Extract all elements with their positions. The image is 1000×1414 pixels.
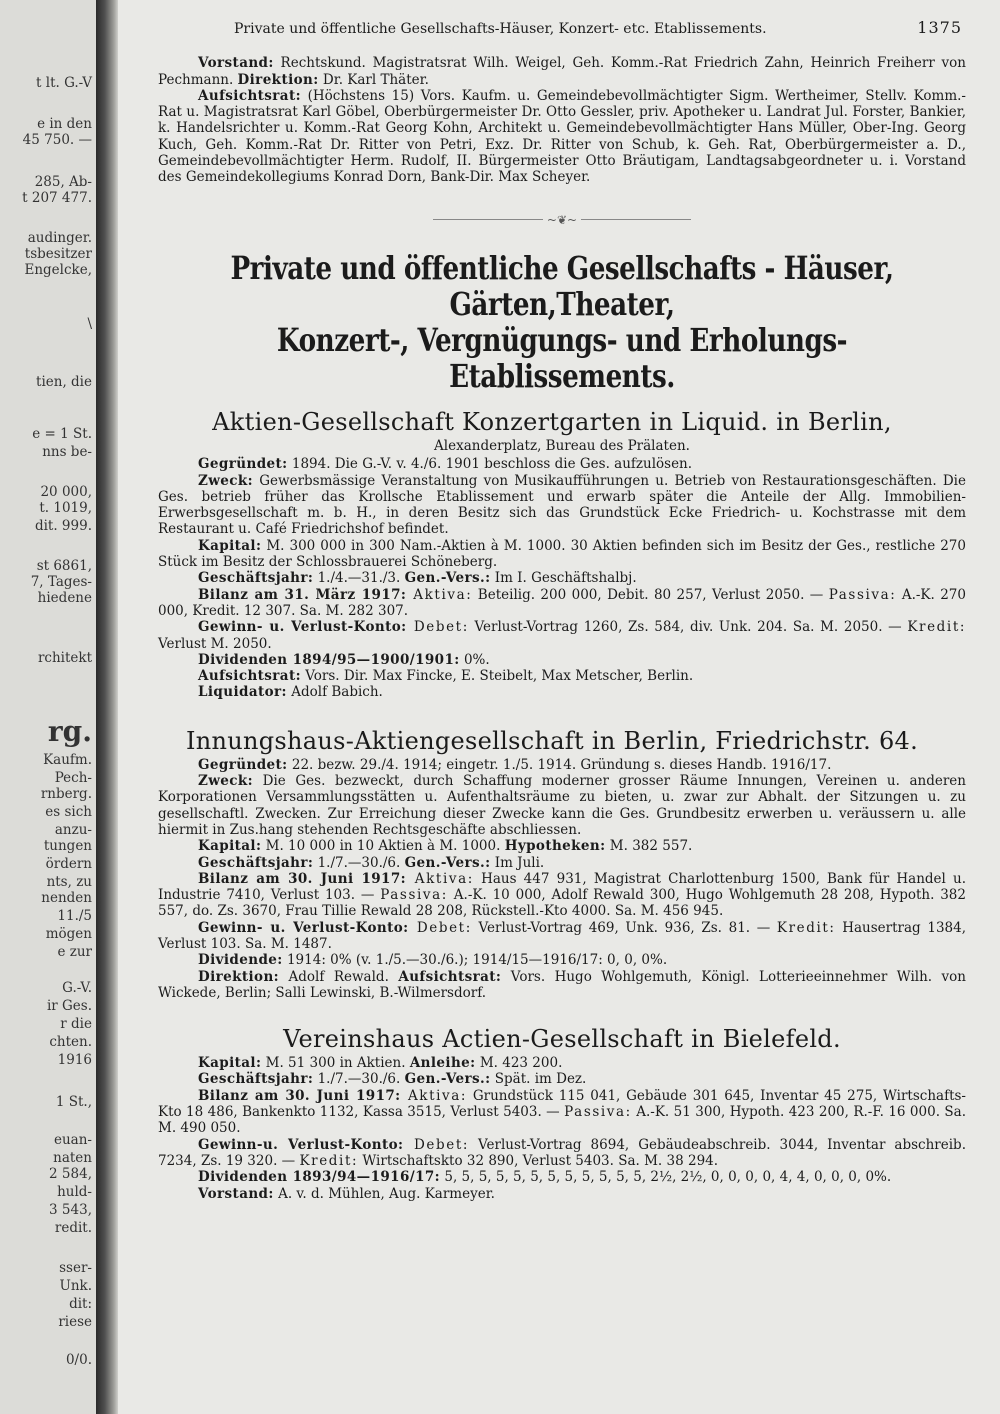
dividenden-text: 0%.	[459, 651, 490, 668]
bilanz-label: Bilanz am 31. März 1917:	[198, 586, 407, 603]
kapital-label: Kapital:	[198, 1055, 262, 1072]
left-fragment-line: audinger.	[27, 230, 92, 246]
zweck-label: Zweck:	[198, 472, 254, 489]
kredit-label: Kredit:	[299, 1152, 359, 1169]
left-fragment-line: hiedene	[37, 590, 92, 606]
kredit-label: Kredit:	[907, 619, 966, 636]
geschaeftsjahr-text: 1./7.—30./6.	[313, 854, 405, 871]
left-fragment-line: tsbesitzer	[24, 246, 92, 262]
left-fragment-line: 45 750. —	[22, 132, 92, 148]
dividende-paragraph	[158, 952, 966, 968]
debet-text: Verlust-Vortrag 469, Unk. 936, Zs. 81. —	[471, 919, 777, 936]
left-fragment-line: anzu-	[54, 822, 92, 838]
left-fragment-line: redit.	[54, 1220, 92, 1236]
gegruendet-label: Gegründet:	[198, 456, 288, 473]
section-title	[182, 250, 943, 394]
aufsichtsrat-label: Aufsichtsrat:	[198, 87, 301, 104]
vorstand-label: Vorstand:	[198, 1185, 274, 1202]
left-fragment-line: es sich	[45, 804, 92, 820]
vorstand-paragraph	[158, 55, 966, 88]
direktion-paragraph	[158, 969, 966, 1002]
direktion-label: Direktion:	[198, 968, 280, 985]
guv-paragraph	[158, 920, 966, 953]
continuation-block	[158, 55, 966, 185]
zweck-paragraph	[158, 473, 966, 538]
zweck-label: Zweck:	[198, 773, 254, 790]
left-fragment-line: tungen	[43, 838, 92, 854]
aufsichtsrat-paragraph	[158, 88, 966, 186]
left-fragment-line: G.-V.	[62, 980, 92, 996]
passiva-label: Passiva:	[828, 586, 897, 603]
gegruendet-label: Gegründet:	[198, 756, 288, 773]
geschaeftsjahr-paragraph	[158, 855, 966, 871]
gen-vers-label: Gen.-Vers.:	[404, 570, 491, 587]
zweck-text: Die Ges. bezweckt, durch Schaffung moderner grosser Räume Innungen, Vereinen u. anderen Korporationen Versammlungsstätten u. Aufenthaltsräume zu bieten, u. zwar zur Abhalt. der Sitzungen u. zu gesellschaftl. Zwecken. Zur Erreichung dieser Zwecke kann die Ges. Grundbesitz erwerben u. veräussern u. alle hiermit in Zus.hang stehenden Rechtsgeschäfte abschliessen.	[158, 773, 966, 838]
left-fragment-line: e = 1 St.	[32, 426, 92, 442]
left-fragment-line: euan-	[54, 1132, 92, 1148]
section-title-line-1: Private und öffentliche Gesellschafts - Häuser, Gärten,Theater,	[230, 248, 894, 323]
dividenden-paragraph	[158, 1169, 966, 1185]
gen-vers-text: Spät. im Dez.	[490, 1071, 587, 1088]
aufsichtsrat-text: (Höchstens 15) Vors. Kaufm. u. Gemeindebevollmächtigter Sigm. Wertheimer, Stellv. Komm.-Rat u. Magistratsrat Karl Göbel, Oberbürgermeister Dr. Otto Gessler, priv. Apotheker u. Landrat Jul. Forster, Bankier, k. Handelsrichter u. Komm.-Rat Georg Kohn, Architekt u. Gemeindebevollmächtigter Hans Müller, Ober-Ing. Georg Kuch, Geh. Komm.-Rat Dr. Ritter von Petri, Exz. Dr. Ritter von Schub, k. Geh. Rat, Oberbürgermeister a. D., Gemeindebevollmächtigter Herm. Rudolf, II. Bürgermeister Otto Bräutigam, Landtagsabgeordneter u. i. Vorstand des Gemeindekollegiums Konrad Dorn, Bank-Dir. Max Scheyer.	[158, 87, 966, 186]
dividenden-label: Dividenden 1894/95—1900/1901:	[198, 651, 460, 668]
passiva-label: Passiva:	[564, 1104, 632, 1121]
left-fragment-line: tien, die	[36, 374, 92, 390]
left-fragment-line: mögen	[45, 926, 92, 942]
zweck-text: Gewerbsmässige Veranstaltung von Musikaufführungen u. Betrieb von Restaurationsgeschäften. Die Ges. betrieb früher das Krollsche Etablissement und erwarb später die Anteile der Allg. Immobilien-Erwerbsgesellschaft m. b. H., in deren Besitz sich das Grundstück Ecke Friedrich- u. Kochstrasse mit dem Restaurant u. Café Friedrichshof befindet.	[158, 472, 966, 538]
kredit-text: Hausertrag 1384, Verlust 103. Sa. M. 1487.	[158, 919, 966, 952]
aktiva-text: Beteilig. 200 000, Debit. 80 257, Verlust 2050. —	[472, 586, 829, 603]
entry-title: Innungshaus-Aktiengesellschaft in Berlin, Friedrichstr. 64.	[185, 726, 919, 755]
left-fragment-line: Pech-	[54, 770, 92, 786]
left-fragment-line: nns be-	[42, 444, 92, 460]
left-fragment-line: ir Ges.	[46, 998, 92, 1014]
left-fragment-line: dit. 999.	[34, 518, 92, 534]
left-fragment-line: Engelcke,	[24, 262, 92, 278]
aufsichtsrat-label: Aufsichtsrat:	[198, 668, 301, 685]
vorstand-label: Vorstand:	[198, 55, 274, 72]
entry-vereinshaus	[158, 1025, 966, 1202]
geschaeftsjahr-paragraph	[158, 1071, 966, 1087]
entry-subtitle: Alexanderplatz, Bureau des Prälaten.	[434, 437, 690, 454]
kapital-paragraph	[158, 1055, 966, 1071]
debet-text: Verlust-Vortrag 1260, Zs. 584, div. Unk. 204. Sa. M. 2050. —	[468, 619, 908, 636]
left-fragment-line: 2 584,	[49, 1166, 92, 1182]
left-fragment-line: e in den	[37, 116, 92, 132]
aktiva-label: Aktiva:	[406, 586, 473, 603]
geschaeftsjahr-text: 1./7.—30./6.	[313, 1071, 405, 1088]
ornament-glyph: ~❦~	[546, 212, 578, 227]
aufsichtsrat-label: Aufsichtsrat:	[398, 968, 502, 985]
hypotheken-label: Hypotheken:	[504, 838, 606, 855]
vorstand-paragraph	[158, 1186, 966, 1202]
dividenden-label: Dividenden 1893/94—1916/17:	[198, 1169, 441, 1186]
debet-label: Debet:	[408, 919, 472, 936]
left-fragment-line: 20 000,	[40, 484, 92, 500]
gen-vers-label: Gen.-Vers.:	[404, 1071, 491, 1088]
left-fragment-line: huld-	[57, 1184, 92, 1200]
passiva-text: A.-K. 51 300, Hypoth. 423 200, R.-F. 16 000. Sa. M. 490 050.	[158, 1104, 966, 1137]
kapital-text: M. 300 000 in 300 Nam.-Aktien à M. 1000. 30 Aktien befinden sich im Besitz der Ges., restliche 270 Stück im Besitz der Schlossbrauerei Schöneberg.	[158, 537, 966, 571]
bilanz-label: Bilanz am 30. Juni 1917:	[198, 870, 407, 887]
left-fragment-line: 3 543,	[49, 1202, 92, 1218]
anleihe-label: Anleihe:	[409, 1055, 476, 1072]
running-head	[234, 20, 966, 37]
left-fragment-line: dit:	[69, 1296, 92, 1312]
left-fragment-line: r die	[60, 1016, 92, 1032]
guv-label: Gewinn- u. Verlust-Konto:	[198, 919, 409, 936]
geschaeftsjahr-label: Geschäftsjahr:	[198, 570, 314, 587]
bilanz-paragraph	[158, 871, 966, 920]
passiva-text: A.-K. 270 000, Kredit. 12 307. Sa. M. 282 307.	[158, 586, 966, 619]
gegruendet-text: 22. bezw. 29./4. 1914; eingetr. 1./5. 1914. Gründung s. dieses Handb. 1916/17.	[287, 756, 832, 773]
left-fragment-line: naten	[53, 1150, 92, 1166]
entry-title: Aktien-Gesellschaft Konzertgarten in Liquid. in Berlin,	[212, 407, 892, 436]
left-fragment-line: sser-	[59, 1260, 92, 1276]
left-fragment-line: rnberg.	[40, 786, 92, 802]
bilanz-paragraph	[158, 1088, 966, 1137]
left-fragment-line: 0/0.	[65, 1352, 92, 1368]
left-page-fragment	[0, 0, 96, 1414]
entry-konzertgarten	[158, 408, 966, 701]
left-fragment-line: rchitekt	[37, 650, 92, 666]
left-fragment-line: t lt. G.-V	[36, 75, 92, 91]
left-fragment-line: chten.	[49, 1034, 92, 1050]
gegruendet-paragraph	[158, 456, 966, 472]
aktiva-label: Aktiva:	[400, 1087, 468, 1104]
dividenden-text: 5, 5, 5, 5, 5, 5, 5, 5, 5, 5, 5, 5, 2½, 2½, 0, 0, 0, 0, 4, 4, 0, 0, 0, 0%.	[440, 1169, 892, 1186]
guv-paragraph	[158, 619, 966, 652]
left-fragment-line: rg.	[47, 715, 92, 748]
ornament-divider	[158, 212, 966, 228]
geschaeftsjahr-text: 1./4.—31./3.	[313, 570, 405, 587]
bilanz-paragraph	[158, 587, 966, 620]
left-fragment-line: \	[87, 316, 92, 332]
left-fragment-line: riese	[58, 1314, 92, 1330]
kapital-label: Kapital:	[198, 537, 262, 554]
liquidator-label: Liquidator:	[198, 684, 287, 701]
debet-text: Verlust-Vortrag 8694, Gebäudeabschreib. 3044, Inventar abschreib. 7234, Zs. 19 320. —	[158, 1136, 966, 1169]
gen-vers-text: Im I. Geschäftshalbj.	[490, 570, 637, 587]
guv-label: Gewinn- u. Verlust-Konto:	[198, 619, 407, 636]
kredit-text: Verlust M. 2050.	[158, 635, 272, 652]
entry-innungshaus	[158, 727, 966, 1001]
debet-label: Debet:	[403, 1136, 470, 1153]
hypotheken-text: M. 382 557.	[605, 838, 693, 855]
geschaeftsjahr-label: Geschäftsjahr:	[198, 1071, 314, 1088]
guv-paragraph	[158, 1137, 966, 1170]
dividende-label: Dividende:	[198, 952, 283, 969]
direktion-text: Adolf Rewald.	[279, 968, 399, 985]
left-fragment-line: 285, Ab-	[34, 174, 92, 190]
left-fragment-line: 1916	[57, 1052, 92, 1068]
book-gutter	[96, 0, 118, 1414]
zweck-paragraph	[158, 773, 966, 838]
left-fragment-line: nts, zu	[46, 874, 92, 890]
guv-label: Gewinn-u. Verlust-Konto:	[198, 1136, 404, 1153]
page-number: 1375	[917, 18, 962, 37]
geschaeftsjahr-label: Geschäftsjahr:	[198, 854, 314, 871]
kapital-text: M. 10 000 in 10 Aktien à M. 1000.	[261, 838, 505, 855]
entry-title: Vereinshaus Actien-Gesellschaft in Bielefeld.	[283, 1025, 841, 1054]
left-fragment-line: Kaufm.	[43, 752, 92, 768]
section-title-line-2: Konzert-, Vergnügungs- und Erholungs-Etablissements.	[276, 320, 848, 395]
passiva-label: Passiva:	[380, 887, 448, 904]
kredit-text: Wirtschaftskto 32 890, Verlust 5403. Sa. M. 38 294.	[358, 1152, 719, 1169]
aufsichtsrat-text: Vors. Dir. Max Fincke, E. Steibelt, Max Metscher, Berlin.	[300, 668, 694, 685]
kapital-label: Kapital:	[198, 838, 262, 855]
passiva-text: A.-K. 10 000, Adolf Rewald 300, Hugo Wohlgemuth 28 208, Hypoth. 382 557, do. Zs. 3670, Frau Tillie Rewald 28 208, Rückstell.-Kto 4000. Sa. M. 456 945.	[158, 887, 966, 920]
running-title: Private und öffentliche Gesellschafts-Häuser, Konzert- etc. Etablissements.	[234, 21, 767, 37]
debet-label: Debet:	[406, 619, 469, 636]
aufsichtsrat-paragraph	[158, 668, 966, 684]
left-fragment-line: ördern	[45, 856, 92, 872]
vorstand-text: A. v. d. Mühlen, Aug. Karmeyer.	[273, 1185, 495, 1202]
gegruendet-paragraph	[158, 757, 966, 773]
left-fragment-line: 11./5	[57, 908, 92, 924]
gen-vers-label: Gen.-Vers.:	[404, 854, 491, 871]
aktiva-text: Grundstück 115 041, Gebäude 301 645, Inventar 45 275, Wirtschafts-Kto 18 486, Bankenkto 1132, Kassa 3515, Verlust 5403. —	[158, 1087, 966, 1121]
bilanz-label: Bilanz am 30. Juni 1917:	[198, 1087, 401, 1104]
direktion-label: Direktion:	[237, 71, 319, 88]
gegruendet-text: 1894. Die G.-V. v. 4./6. 1901 beschloss die Ges. aufzulösen.	[287, 456, 693, 473]
geschaeftsjahr-paragraph	[158, 570, 966, 586]
kapital-paragraph	[158, 838, 966, 854]
left-fragment-line: nenden	[41, 890, 92, 906]
kredit-label: Kredit:	[776, 919, 836, 936]
dividende-text: 1914: 0% (v. 1./5.—30./6.); 1914/15—1916/17: 0, 0, 0%.	[282, 952, 668, 969]
kapital-paragraph	[158, 538, 966, 571]
gen-vers-text: Im Juli.	[490, 854, 545, 871]
left-fragment-line: e zur	[57, 944, 92, 960]
left-fragment-line: 1 St.,	[55, 1094, 92, 1110]
aktiva-text: Haus 447 931, Magistrat Charlottenburg 1500, Bank für Handel u. Industrie 7410, Verlust 103. —	[158, 870, 966, 904]
liquidator-paragraph	[158, 684, 966, 700]
left-fragment-line: t 207 477.	[22, 190, 92, 206]
left-fragment-line: st 6861,	[36, 558, 92, 574]
anleihe-text: M. 423 200.	[475, 1055, 563, 1072]
aufsichtsrat-text: Vors. Hugo Wohlgemuth, Königl. Lotterieeinnehmer Wilh. von Wickede, Berlin; Salli Lewinski, B.-Wilmersdorf.	[158, 968, 966, 1001]
book-page	[158, 20, 966, 1202]
kapital-text: M. 51 300 in Aktien.	[261, 1055, 410, 1072]
left-fragment-line: t. 1019,	[39, 500, 92, 516]
dividenden-paragraph	[158, 652, 966, 668]
aktiva-label: Aktiva:	[406, 870, 474, 887]
left-fragment-line: Unk.	[59, 1278, 92, 1294]
left-fragment-line: 7, Tages-	[30, 574, 92, 590]
vorstand-text: Rechtskund. Magistratsrat Wilh. Weigel, Geh. Komm.-Rat Friedrich Zahn, Heinrich Freiherr von Pechmann.	[158, 55, 966, 88]
liquidator-text: Adolf Babich.	[286, 684, 383, 701]
direktion-text: Dr. Karl Thäter.	[318, 71, 429, 88]
